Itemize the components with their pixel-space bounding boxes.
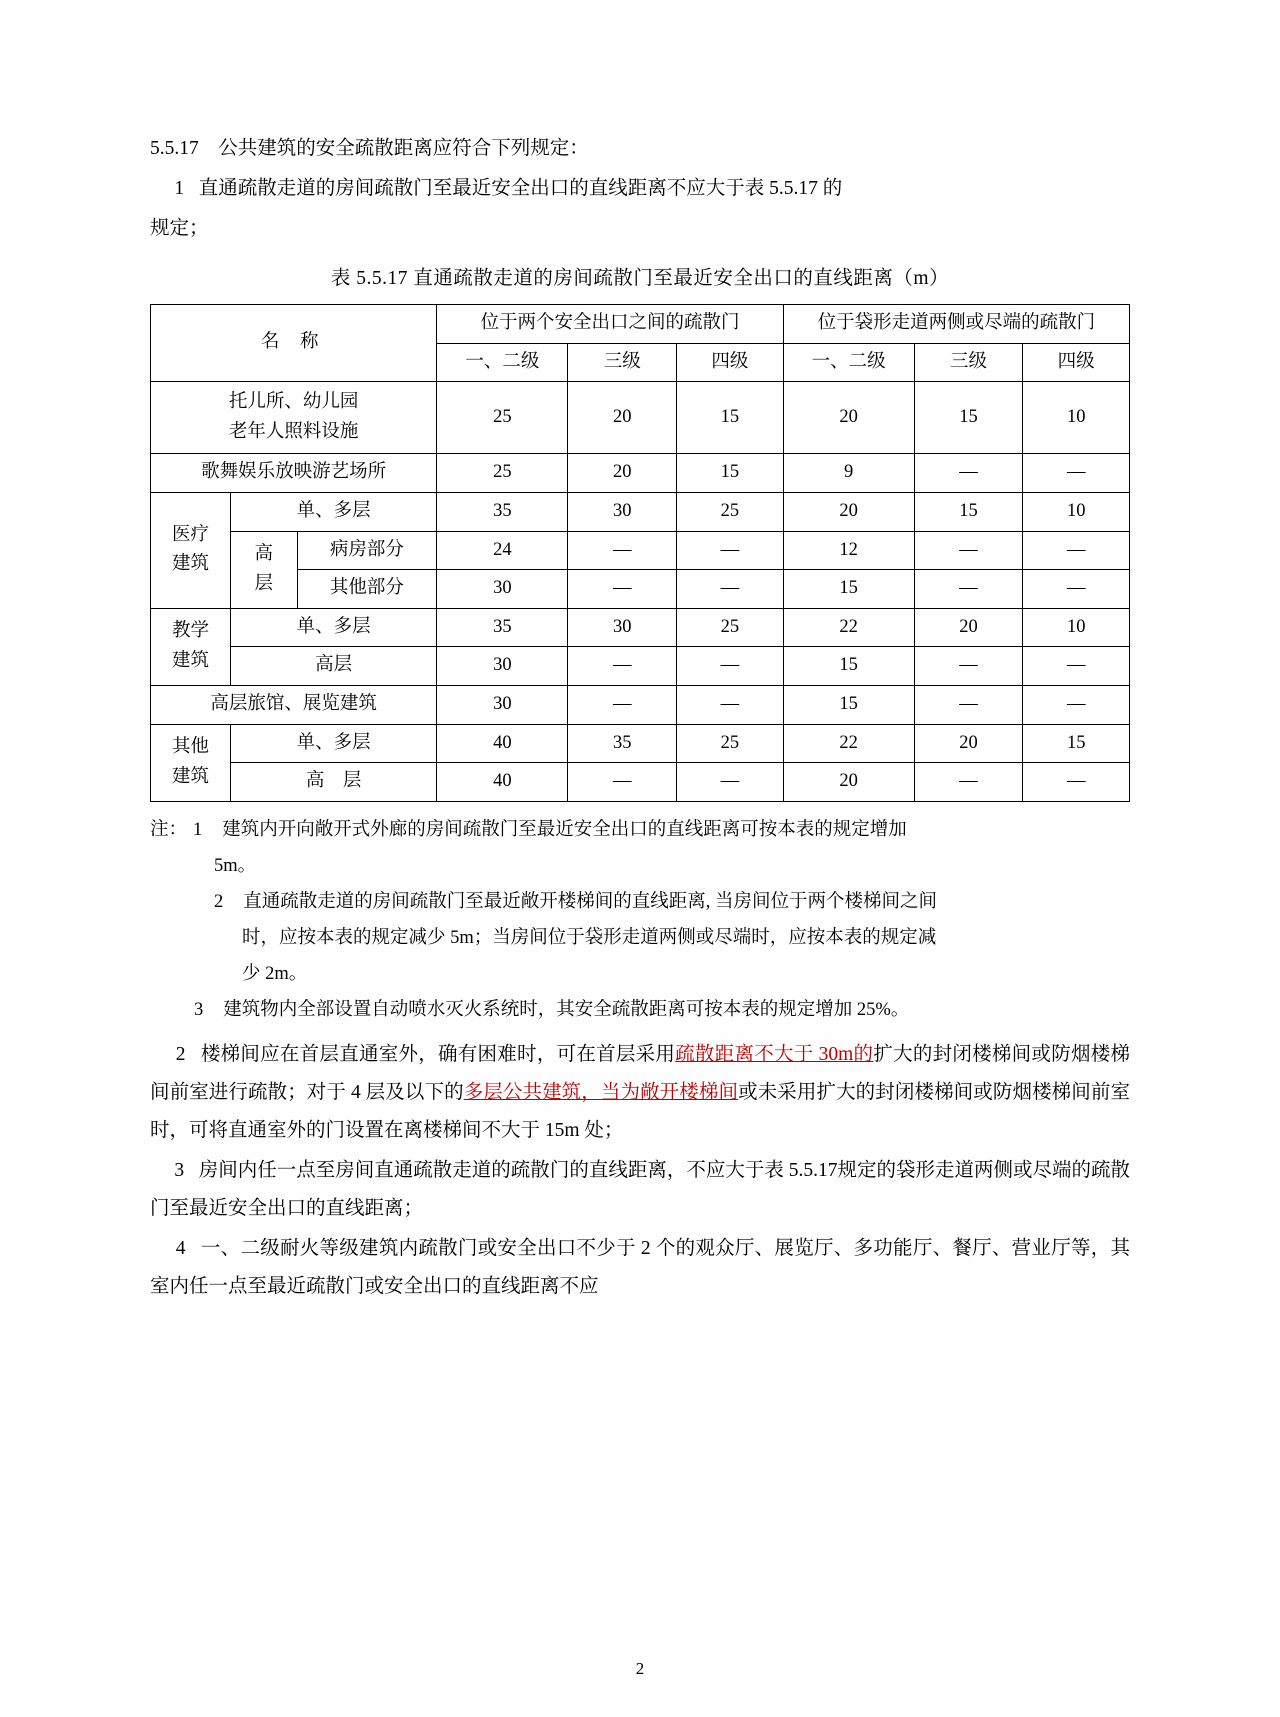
note-1-number: 1 xyxy=(193,819,203,840)
table-row xyxy=(151,724,1130,763)
table-row xyxy=(151,454,1130,493)
item-3-line-1: 房间内任一点至房间直通疏散走道的疏散门的直线距离，不应大于表 5.5.17 xyxy=(198,1160,838,1182)
row-name-nursery xyxy=(151,382,437,454)
cell-value: — xyxy=(568,686,677,725)
cell-value: — xyxy=(677,531,784,570)
item-2-edit-1: 疏散距离不大于 30m xyxy=(675,1044,854,1066)
cell-value: 30 xyxy=(437,570,568,609)
table-row xyxy=(151,382,1130,454)
item-1-line-2: 规定； xyxy=(150,218,209,240)
item-1-line-1: 直通疏散走道的房间疏散门至最近安全出口的直线距离不应大于表 5.5.17 的 xyxy=(198,178,843,200)
cell-value: — xyxy=(568,570,677,609)
item-2-segment-4: 设置在离楼梯间不大于 15m 处； xyxy=(345,1120,624,1142)
note-2-line-3: 少 2m。 xyxy=(242,964,308,985)
cell-value: — xyxy=(568,763,677,802)
row-tier-line-1: 高 xyxy=(254,544,273,565)
row-sub-label: 高层 xyxy=(230,647,436,686)
table-caption xyxy=(150,260,1130,298)
item-1 xyxy=(150,170,1130,208)
cell-value: — xyxy=(677,763,784,802)
cell-value: 40 xyxy=(437,763,568,802)
table-row xyxy=(151,763,1130,802)
row-group-medical xyxy=(151,493,231,609)
cell-value: — xyxy=(677,686,784,725)
item-2-number: 2 xyxy=(175,1044,186,1066)
row-group-line-2: 建筑 xyxy=(171,650,209,671)
cell-value: 10 xyxy=(1023,493,1130,532)
note-1 xyxy=(150,812,1130,848)
cell-value: 24 xyxy=(437,531,568,570)
cell-value: — xyxy=(677,647,784,686)
cell-value: — xyxy=(1023,686,1130,725)
item-4 xyxy=(150,1230,1130,1306)
cell-value: 20 xyxy=(783,763,914,802)
clause-heading-number: 5.5.17 xyxy=(150,138,199,159)
cell-value: 30 xyxy=(568,493,677,532)
item-2-edit-3: 多层公共建筑， xyxy=(463,1082,601,1104)
cell-value: 22 xyxy=(783,608,914,647)
cell-value: 30 xyxy=(437,686,568,725)
cell-value: 20 xyxy=(914,608,1023,647)
row-name-entertainment: 歌舞娱乐放映游艺场所 xyxy=(151,454,437,493)
header-name-col xyxy=(151,305,437,382)
table-row xyxy=(151,570,1130,609)
row-name-line-2: 老年人照料设施 xyxy=(228,421,359,442)
cell-value: — xyxy=(1023,531,1130,570)
table-row xyxy=(151,531,1130,570)
note-1-line-2: 5m。 xyxy=(214,855,257,876)
cell-value: 40 xyxy=(437,724,568,763)
item-2-edit-4: 当为敞开楼梯间 xyxy=(600,1082,739,1104)
cell-value: 12 xyxy=(783,531,914,570)
cell-value: 30 xyxy=(437,647,568,686)
row-name-line-1: 托儿所、幼儿园 xyxy=(228,392,359,413)
header-sub-2: 三级 xyxy=(568,343,677,382)
header-sub-1: 一、二级 xyxy=(437,343,568,382)
cell-value: — xyxy=(914,531,1023,570)
note-2-line-2: 时，应按本表的规定减少 5m；当房间位于袋形走道两侧或尽端时，应按本表的规定减 xyxy=(242,927,937,948)
cell-value: 25 xyxy=(437,382,568,454)
note-3-number: 3 xyxy=(194,1000,204,1021)
cell-value: 15 xyxy=(1023,724,1130,763)
item-2-edit-2: 的 xyxy=(853,1044,874,1066)
header-group-2: 位于袋形走道两侧或尽端的疏散门 xyxy=(783,305,1129,344)
cell-value: — xyxy=(677,570,784,609)
page-number: 2 xyxy=(635,1659,645,1678)
row-sub-label: 单、多层 xyxy=(230,493,436,532)
row-group-line-2: 建筑 xyxy=(171,766,209,787)
cell-value: 25 xyxy=(677,724,784,763)
row-sub-label: 单、多层 xyxy=(230,608,436,647)
item-4-line-2: 多功能厅、餐厅、营业厅等，其室内任一点至最近疏散门或安全出口的直线距离不应 xyxy=(150,1238,1130,1298)
cell-value: — xyxy=(1023,570,1130,609)
table-row xyxy=(151,686,1130,725)
item-4-number: 4 xyxy=(175,1238,186,1260)
item-1-number: 1 xyxy=(174,178,185,200)
cell-value: 15 xyxy=(914,493,1023,532)
cell-value: 25 xyxy=(677,608,784,647)
table-row xyxy=(151,493,1130,532)
row-group-education xyxy=(151,608,231,685)
item-3-number: 3 xyxy=(174,1160,185,1182)
header-sub-5: 三级 xyxy=(914,343,1023,382)
row-tier-highrise xyxy=(230,531,297,608)
cell-value: — xyxy=(1023,647,1130,686)
cell-value: 20 xyxy=(783,382,914,454)
item-2-segment-2: 扩大的封闭楼梯间或防烟楼梯间前室进行疏散；对于 4 层及以下的 xyxy=(150,1044,1130,1104)
row-sub-label: 单、多层 xyxy=(230,724,436,763)
row-group-line-1: 教学 xyxy=(171,621,209,642)
cell-value: 35 xyxy=(437,608,568,647)
row-group-line-2: 建筑 xyxy=(171,554,209,575)
header-sub-3: 四级 xyxy=(677,343,784,382)
table-header-row-1 xyxy=(151,305,1130,344)
cell-value: 10 xyxy=(1023,382,1130,454)
table-row xyxy=(151,647,1130,686)
row-group-other xyxy=(151,724,231,801)
clause-heading xyxy=(150,130,1130,168)
cell-value: — xyxy=(914,570,1023,609)
item-3 xyxy=(150,1152,1130,1228)
note-3 xyxy=(150,992,1130,1028)
table-caption-text: 表 5.5.17 直通疏散走道的房间疏散门至最近安全出口的直线距离（m） xyxy=(330,268,950,290)
cell-value: 15 xyxy=(677,382,784,454)
cell-value: 20 xyxy=(783,493,914,532)
table-notes xyxy=(150,812,1130,1028)
table-row xyxy=(151,608,1130,647)
clause-heading-text: 公共建筑的安全疏散距离应符合下列规定： xyxy=(218,138,589,159)
document-body xyxy=(150,130,1130,1306)
cell-value: — xyxy=(914,763,1023,802)
header-sub-6: 四级 xyxy=(1023,343,1130,382)
note-2 xyxy=(150,884,1130,920)
cell-value: 15 xyxy=(914,382,1023,454)
row-sub-label: 高 层 xyxy=(230,763,436,802)
item-2 xyxy=(150,1036,1130,1150)
cell-value: — xyxy=(568,531,677,570)
cell-value: 25 xyxy=(677,493,784,532)
row-sub-label: 病房部分 xyxy=(297,531,437,570)
header-sub-4: 一、二级 xyxy=(783,343,914,382)
item-2-segment-1: 楼梯间应在首层直通室外，确有困难时，可在首层采用 xyxy=(200,1044,676,1066)
header-name-label: 名 称 xyxy=(260,332,327,353)
cell-value: 15 xyxy=(677,454,784,493)
cell-value: 35 xyxy=(568,724,677,763)
cell-value: 20 xyxy=(914,724,1023,763)
note-3-text: 建筑物内全部设置自动喷水灭火系统时，其安全疏散距离可按本表的规定增加 25%。 xyxy=(223,1000,910,1021)
cell-value: 10 xyxy=(1023,608,1130,647)
item-4-line-1: 一、二级耐火等级建筑内疏散门或安全出口不少于 2 个的观众厅、展览厅、 xyxy=(200,1238,854,1260)
cell-value: — xyxy=(914,686,1023,725)
cell-value: — xyxy=(1023,763,1130,802)
cell-value: — xyxy=(568,647,677,686)
evacuation-distance-table xyxy=(150,304,1130,802)
note-1-line-1: 建筑内开向敞开式外廊的房间疏散门至最近安全出口的直线距离可按本表的规定增加 xyxy=(222,819,907,840)
cell-value: 25 xyxy=(437,454,568,493)
cell-value: 35 xyxy=(437,493,568,532)
cell-value: — xyxy=(1023,454,1130,493)
cell-value: 30 xyxy=(568,608,677,647)
row-tier-line-2: 层 xyxy=(254,573,273,594)
cell-value: 15 xyxy=(783,647,914,686)
cell-value: — xyxy=(914,647,1023,686)
cell-value: 20 xyxy=(568,454,677,493)
note-2-line-1: 直通疏散走道的房间疏散门至最近敞开楼梯间的直线距离, 当房间位于两个楼梯间之间 xyxy=(243,891,938,912)
cell-value: 9 xyxy=(783,454,914,493)
item-2-segment-3: 或未采用扩大的封闭楼梯间或防烟楼梯间前室时，可将直通室外的门 xyxy=(150,1082,1130,1142)
cell-value: — xyxy=(914,454,1023,493)
row-sub-label: 其他部分 xyxy=(297,570,437,609)
note-2-number: 2 xyxy=(214,891,224,912)
cell-value: 15 xyxy=(783,570,914,609)
item-1-line-2-row xyxy=(150,210,1130,248)
row-group-line-1: 其他 xyxy=(171,737,209,758)
item-3-line-2: 规定的袋形走道两侧或尽端的疏散门至最近安全出口的直线距离； xyxy=(150,1160,1130,1220)
cell-value: 22 xyxy=(783,724,914,763)
header-group-1: 位于两个安全出口之间的疏散门 xyxy=(437,305,783,344)
row-name-hotel-exhibition: 高层旅馆、展览建筑 xyxy=(151,686,437,725)
row-group-line-1: 医疗 xyxy=(171,524,209,545)
notes-label: 注： xyxy=(150,819,188,840)
cell-value: 15 xyxy=(783,686,914,725)
cell-value: 20 xyxy=(568,382,677,454)
